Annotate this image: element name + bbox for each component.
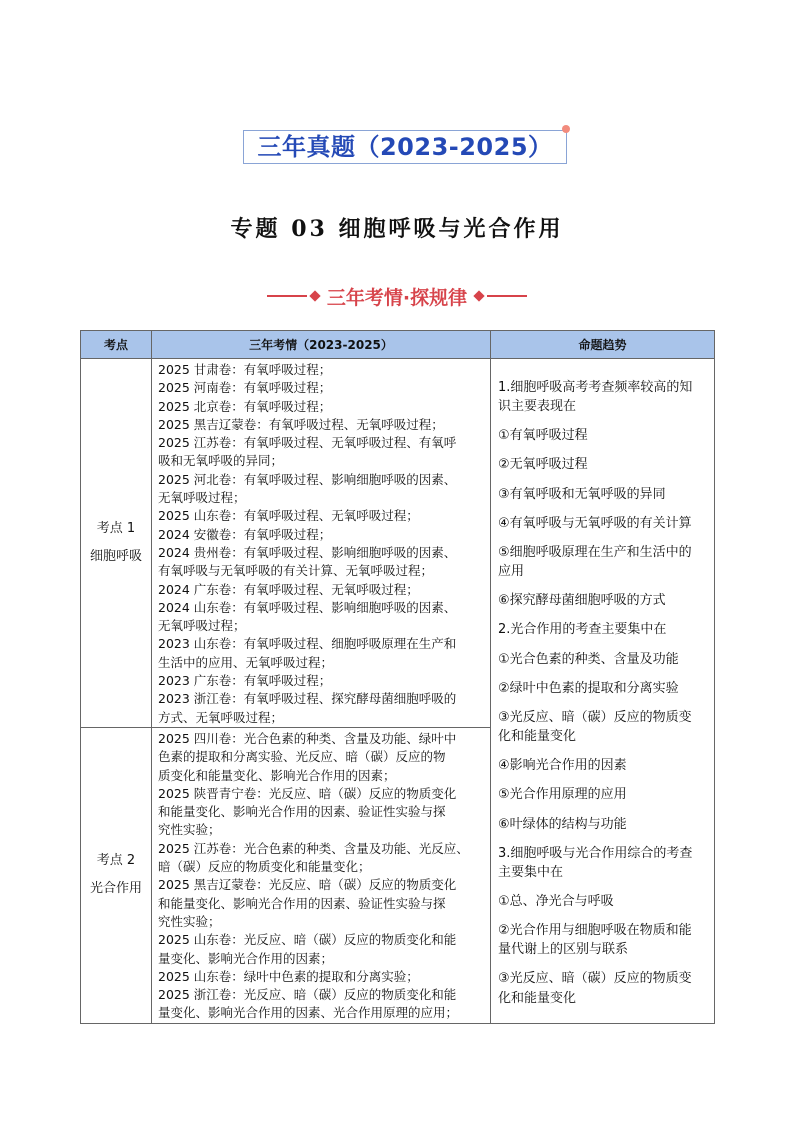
trend-line: ①有氧呼吸过程 bbox=[498, 428, 588, 444]
exam-record-line: 2025 北京卷：有氧呼吸过程； bbox=[158, 398, 332, 414]
exam-record-line: 2025 河北卷：有氧呼吸过程、影响细胞呼吸的因素、 bbox=[158, 471, 457, 487]
exam-record-line: 2025 江苏卷：光合色素的种类、含量及功能、光反应、 bbox=[158, 840, 469, 856]
point-name: 细胞呼吸 bbox=[89, 548, 142, 564]
exam-record-line: 2025 山东卷：有氧呼吸过程、无氧呼吸过程； bbox=[158, 508, 419, 524]
trend-line: ⑤细胞呼吸原理在生产和生活中的 bbox=[498, 545, 692, 561]
point-name: 光合作用 bbox=[89, 881, 142, 897]
trend-line: 1.细胞呼吸高考考查频率较高的知 bbox=[498, 380, 693, 395]
exam-record-line: 2023 广东卷：有氧呼吸过程； bbox=[158, 673, 332, 689]
exam-record-line: 方式、无氧呼吸过程； bbox=[158, 709, 284, 725]
trend-line: ②无氧呼吸过程 bbox=[498, 457, 588, 473]
trend-line: 2.光合作用的考查主要集中在 bbox=[498, 622, 667, 638]
exam-record-line: 生活中的应用、无氧呼吸过程； bbox=[158, 654, 334, 670]
exam-record-line: 2024 贵州卷：有氧呼吸过程、影响细胞呼吸的因素、 bbox=[158, 544, 457, 560]
point-number: 考点 2 bbox=[96, 853, 136, 869]
trend-line: ④有氧呼吸与无氧呼吸的有关计算 bbox=[498, 515, 692, 531]
exam-record-line: 究性实验； bbox=[158, 913, 221, 929]
exam-record-line: 无氧呼吸过程； bbox=[158, 490, 246, 506]
heading-right-diamond-icon bbox=[473, 290, 484, 301]
exam-record-line: 2025 山东卷：光反应、暗（碳）反应的物质变化和能 bbox=[158, 932, 457, 948]
banner-title: 三年真题（2023-2025） bbox=[257, 133, 553, 161]
exam-record-line: 2025 黑吉辽蒙卷：光反应、暗（碳）反应的物质变化 bbox=[158, 877, 457, 893]
exam-record-line: 2025 山东卷：绿叶中色素的提取和分离实验； bbox=[158, 968, 419, 984]
document-title: 专题 03 细胞呼吸与光合作用 bbox=[230, 216, 564, 242]
trend-line: ⑥叶绿体的结构与功能 bbox=[498, 816, 627, 832]
point-number: 考点 1 bbox=[96, 520, 136, 536]
title-banner bbox=[243, 130, 567, 164]
trend-line: ③光反应、暗（碳）反应的物质变 bbox=[498, 971, 692, 987]
point-cell bbox=[81, 359, 152, 728]
exam-record-line: 2025 四川卷：光合色素的种类、含量及功能、绿叶中 bbox=[158, 730, 457, 746]
trend-line: ④影响光合作用的因素 bbox=[498, 758, 627, 774]
table-header-row bbox=[81, 331, 715, 359]
heading-left-diamond-icon bbox=[309, 290, 320, 301]
exam-record-line: 和能量变化、影响光合作用的因素、验证性实验与探 bbox=[158, 804, 446, 820]
trend-line: 化和能量变化 bbox=[498, 990, 577, 1006]
point-cell bbox=[81, 727, 152, 1023]
exam-record-line: 无氧呼吸过程； bbox=[158, 618, 246, 634]
exam-record-line: 2025 河南卷：有氧呼吸过程； bbox=[158, 380, 332, 396]
trend-cell bbox=[491, 359, 715, 1024]
exam-record-line: 2024 安徽卷：有氧呼吸过程； bbox=[158, 526, 332, 542]
header-point: 考点 bbox=[81, 331, 152, 359]
exam-record-line: 2025 浙江卷：光反应、暗（碳）反应的物质变化和能 bbox=[158, 987, 457, 1003]
years-cell bbox=[152, 359, 491, 728]
trend-line: ⑤光合作用原理的应用 bbox=[498, 787, 627, 803]
trend-line: ①光合色素的种类、含量及功能 bbox=[498, 651, 679, 667]
section-heading-text: 三年考情·探规律 bbox=[326, 286, 468, 309]
heading-right-rule bbox=[487, 295, 527, 297]
trend-line: 识主要表现在 bbox=[498, 399, 577, 415]
exam-record-line: 2025 黑吉辽蒙卷：有氧呼吸过程、无氧呼吸过程； bbox=[158, 416, 444, 432]
exam-record-line: 和能量变化、影响光合作用的因素、验证性实验与探 bbox=[158, 895, 446, 911]
trend-line: 主要集中在 bbox=[498, 865, 564, 881]
trend-line: ⑥探究酵母菌细胞呼吸的方式 bbox=[498, 593, 666, 609]
exam-record-line: 2023 浙江卷：有氧呼吸过程、探究酵母菌细胞呼吸的 bbox=[158, 691, 457, 707]
trend-line: 应用 bbox=[498, 564, 525, 580]
exam-record-line: 质变化和能量变化、影响光合作用的因素； bbox=[158, 767, 396, 783]
trend-line: ②绿叶中色素的提取和分离实验 bbox=[498, 680, 679, 696]
section-heading bbox=[0, 282, 794, 310]
trend-line: ③光反应、暗（碳）反应的物质变 bbox=[498, 710, 692, 726]
exam-record-line: 色素的提取和分离实验、光反应、暗（碳）反应的物 bbox=[158, 749, 446, 765]
heading-left-rule bbox=[267, 295, 307, 297]
trend-line: ②光合作用与细胞呼吸在物质和能 bbox=[498, 923, 692, 939]
header-trend: 命题趋势 bbox=[491, 331, 715, 359]
exam-record-line: 2025 江苏卷：有氧呼吸过程、无氧呼吸过程、有氧呼 bbox=[158, 435, 457, 451]
table-row bbox=[81, 359, 715, 728]
banner-dot-ornament bbox=[562, 125, 570, 133]
exam-record-line: 有氧呼吸与无氧呼吸的有关计算、无氧呼吸过程； bbox=[158, 563, 434, 579]
trend-line: 化和能量变化 bbox=[498, 729, 577, 745]
exam-analysis-table bbox=[80, 330, 715, 1024]
header-years: 三年考情（2023-2025） bbox=[152, 331, 491, 359]
trend-line: ③有氧呼吸和无氧呼吸的异同 bbox=[498, 486, 666, 502]
exam-record-line: 暗（碳）反应的物质变化和能量变化； bbox=[158, 859, 371, 875]
exam-record-line: 究性实验； bbox=[158, 822, 221, 838]
exam-record-line: 吸和无氧呼吸的异同； bbox=[158, 453, 284, 469]
trend-line: 3.细胞呼吸与光合作用综合的考查 bbox=[498, 845, 693, 861]
exam-record-line: 2023 山东卷：有氧呼吸过程、细胞呼吸原理在生产和 bbox=[158, 636, 457, 652]
exam-record-line: 量变化、影响光合作用的因素、光合作用原理的应用； bbox=[158, 1005, 459, 1021]
exam-record-line: 2025 陕晋青宁卷：光反应、暗（碳）反应的物质变化 bbox=[158, 785, 457, 801]
exam-record-line: 2024 山东卷：有氧呼吸过程、影响细胞呼吸的因素、 bbox=[158, 599, 457, 615]
years-cell bbox=[152, 727, 491, 1023]
exam-record-line: 2025 甘肃卷：有氧呼吸过程； bbox=[158, 362, 332, 377]
exam-record-line: 量变化、影响光合作用的因素； bbox=[158, 950, 334, 966]
trend-line: ①总、净光合与呼吸 bbox=[498, 894, 614, 910]
exam-record-line: 2024 广东卷：有氧呼吸过程、无氧呼吸过程； bbox=[158, 581, 419, 597]
trend-line: 量代谢上的区别与联系 bbox=[498, 942, 629, 958]
